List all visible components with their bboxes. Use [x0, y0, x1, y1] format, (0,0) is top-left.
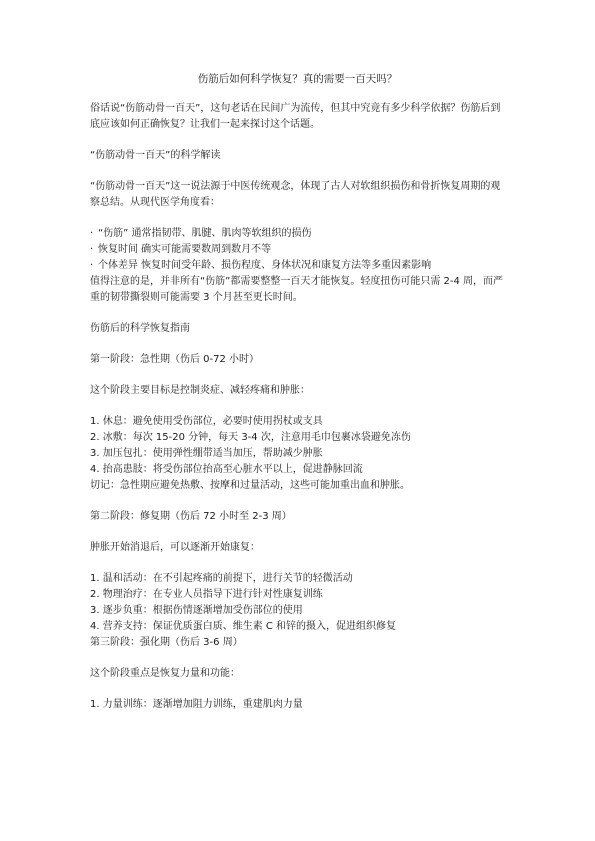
list-item: 4. 营养支持：保证优质蛋白质、维生素 C 和锌的摄入，促进组织修复	[90, 621, 397, 632]
list-item: · “伤筋” 通常指韧带、肌腱、肌肉等软组织的损伤	[90, 226, 510, 242]
list-item: 3. 逐步负重：根据伤情逐渐增加受伤部位的使用	[90, 605, 303, 616]
interpretation-paragraph: “伤筋动骨一百天”这一说法源于中医传统观念，体现了古人对软组织损伤和骨折恢复周期的观察总结。从现代医学角度看：	[90, 181, 501, 208]
intro-paragraph: 俗话说“伤筋动骨一百天”，这句老话在民间广为流传，但其中究竟有多少科学依据？伤筋后到底应该如何正确恢复？让我们一起来探讨这个话题。	[90, 103, 501, 130]
list-item: · 个体差异 恢复时间受年龄、损伤程度、身体状况和康复方法等多重因素影响	[90, 258, 510, 274]
note-paragraph: 值得注意的是，并非所有“伤筋”都需要整整一百天才能恢复。轻度扭伤可能只需 2-4 周，而严重的韧带撕裂则可能需要 3 个月甚至更长时间。	[90, 276, 504, 303]
phase3-heading: 第三阶段：强化期（伤后 3-6 周）	[90, 637, 243, 648]
phase3-list	[90, 697, 510, 713]
list-item: 2. 冰敷：每次 15-20 分钟，每天 3-4 次，注意用毛巾包裹冰袋避免冻伤	[90, 432, 411, 443]
list-item: 1. 力量训练：逐渐增加阻力训练，重建肌肉力量	[90, 699, 303, 710]
document-title: 伤筋后如何科学恢复？真的需要一百天吗？	[197, 73, 398, 85]
list-item: 1. 温和活动：在不引起疼痛的前提下，进行关节的轻微活动	[90, 573, 353, 584]
phase1-heading: 第一阶段：急性期（伤后 0-72 小时）	[90, 354, 260, 365]
list-item: 4. 抬高患肢：将受伤部位抬高至心脏水平以上，促进静脉回流	[90, 464, 363, 475]
bullet-dot-icon: ·	[90, 260, 94, 271]
phase3-intro: 这个阶段重点是恢复力量和功能：	[90, 668, 240, 679]
bullet-dot-icon: ·	[90, 228, 94, 239]
phase2-list	[90, 571, 510, 635]
key-points-list	[90, 226, 510, 274]
list-item: 2. 物理治疗：在专业人员指导下进行针对性康复训练	[90, 589, 323, 600]
phase1-list	[90, 414, 510, 478]
phase1-intro: 这个阶段主要目标是控制炎症、减轻疼痛和肿胀：	[90, 385, 310, 396]
bullet-dot-icon: ·	[90, 244, 94, 255]
phase2-heading: 第二阶段：修复期（伤后 72 小时至 2-3 周）	[90, 511, 292, 522]
phase1-warning: 切记：急性期应避免热敷、按摩和过量活动，这些可能加重出血和肿胀。	[90, 480, 410, 491]
section-heading-interpretation: “伤筋动骨一百天”的科学解读	[90, 150, 221, 161]
list-item: · 恢复时间 确实可能需要数周到数月不等	[90, 242, 510, 258]
phase2-intro: 肿胀开始消退后，可以逐渐开始康复：	[90, 542, 260, 553]
section-heading-guide: 伤筋后的科学恢复指南	[90, 323, 190, 334]
list-item: 1. 休息：避免使用受伤部位，必要时使用拐杖或支具	[90, 416, 323, 427]
list-item: 3. 加压包扎：使用弹性绷带适当加压，帮助减少肿胀	[90, 448, 323, 459]
document-body	[90, 101, 510, 713]
